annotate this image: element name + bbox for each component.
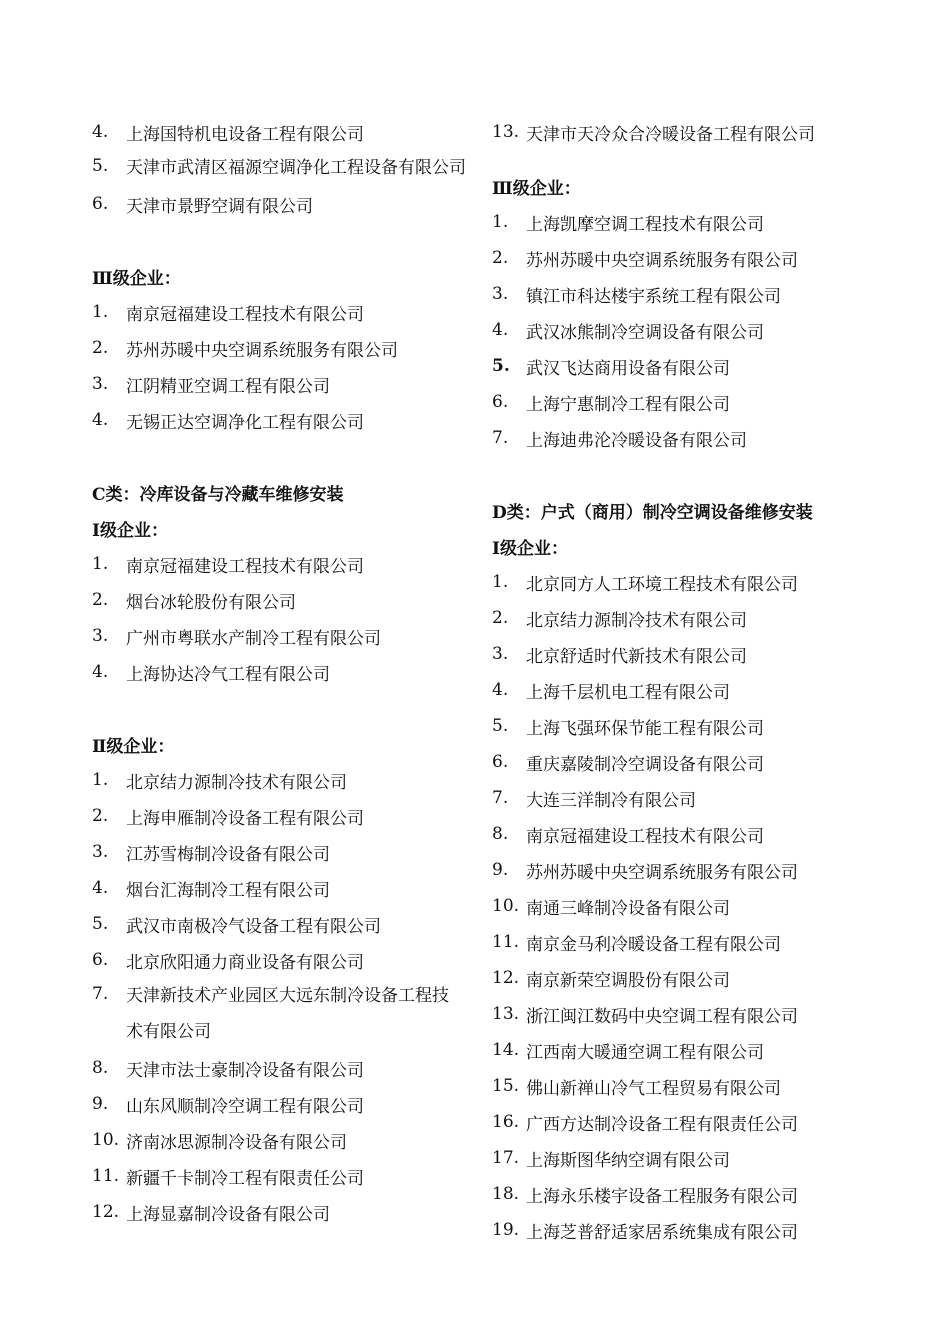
- list-item: [92, 942, 472, 978]
- item-number: 3.: [492, 644, 509, 664]
- item-number: 11.: [92, 1166, 120, 1186]
- list-item: [92, 762, 472, 798]
- item-number: 2.: [492, 608, 509, 628]
- list-item: [492, 1068, 932, 1104]
- company-name: 北京结力源制冷技术有限公司: [126, 772, 347, 793]
- item-number: 11.: [492, 932, 520, 952]
- item-number: 6.: [92, 950, 109, 970]
- list-item: [492, 240, 932, 276]
- company-name: 南京金马利冷暖设备工程有限公司: [526, 934, 781, 955]
- item-number: 9.: [492, 860, 509, 880]
- item-number: 3.: [92, 626, 109, 646]
- list-item: [92, 114, 472, 150]
- level3-list: [492, 204, 932, 456]
- list-item: [492, 672, 932, 708]
- company-name: 上海飞强环保节能工程有限公司: [526, 718, 764, 739]
- company-name: 上海显嘉制冷设备有限公司: [126, 1204, 330, 1225]
- company-name: 苏州苏暖中央空调系统服务有限公司: [126, 340, 398, 361]
- item-number: 1.: [92, 554, 109, 574]
- item-number: 13.: [492, 1004, 520, 1024]
- company-name: 江阴精亚空调工程有限公司: [126, 376, 330, 397]
- level-heading: Ⅰ级企业：: [92, 520, 168, 541]
- company-name: 烟台冰轮股份有限公司: [126, 592, 296, 613]
- section-d-title: D类：户式（商用）制冷空调设备维修安装: [492, 502, 813, 523]
- item-number: 6.: [92, 194, 109, 214]
- list-item: [492, 924, 932, 960]
- company-name: 苏州苏暖中央空调系统服务有限公司: [526, 250, 798, 271]
- item-number: 4.: [492, 680, 509, 700]
- company-name: 天津新技术产业园区大远东制冷设备工程技术有限公司: [126, 986, 449, 1042]
- spacer: [92, 438, 472, 474]
- company-name: 南京冠福建设工程技术有限公司: [526, 826, 764, 847]
- item-number: 5.: [492, 356, 510, 376]
- item-number: 3.: [492, 284, 509, 304]
- list-item: [92, 798, 472, 834]
- item-number: 7.: [492, 788, 509, 808]
- list-item: [492, 384, 932, 420]
- company-name: 江西南大暖通空调工程有限公司: [526, 1042, 764, 1063]
- list-item: [92, 366, 472, 402]
- company-name: 济南冰思源制冷设备有限公司: [126, 1132, 347, 1153]
- list-item: [92, 546, 472, 582]
- company-name: 天津市天冷众合冷暖设备工程有限公司: [526, 124, 815, 145]
- list-item: [492, 636, 932, 672]
- item-number: 15.: [492, 1076, 520, 1096]
- item-number: 7.: [92, 984, 109, 1004]
- company-name: 苏州苏暖中央空调系统服务有限公司: [526, 862, 798, 883]
- list-item: [92, 906, 472, 942]
- item-number: 12.: [492, 968, 520, 988]
- item-number: 2.: [92, 338, 109, 358]
- company-name: 江苏雪梅制冷设备有限公司: [126, 844, 330, 865]
- company-name: 上海迪弗沦冷暖设备有限公司: [526, 430, 747, 451]
- company-name: 北京结力源制冷技术有限公司: [526, 610, 747, 631]
- company-name: 上海芝普舒适家居系统集成有限公司: [526, 1222, 798, 1243]
- item-number: 4.: [92, 410, 109, 430]
- list-item: [92, 1122, 472, 1158]
- company-name: 无锡正达空调净化工程有限公司: [126, 412, 364, 433]
- list-item: [92, 1050, 472, 1086]
- company-name: 上海国特机电设备工程有限公司: [126, 124, 364, 145]
- level3-list: [92, 294, 472, 438]
- list-item: [92, 294, 472, 330]
- list-item: [492, 816, 932, 852]
- company-name: 北京舒适时代新技术有限公司: [526, 646, 747, 667]
- list-item: [92, 582, 472, 618]
- company-name: 天津市景野空调有限公司: [126, 196, 313, 217]
- item-number: 2.: [92, 806, 109, 826]
- list-item: [492, 348, 932, 384]
- company-name: 上海申雁制冷设备工程有限公司: [126, 808, 364, 829]
- company-name: 大连三洋制冷有限公司: [526, 790, 696, 811]
- item-number: 19.: [492, 1220, 520, 1240]
- company-name: 南京冠福建设工程技术有限公司: [126, 556, 364, 577]
- company-name: 上海凯摩空调工程技术有限公司: [526, 214, 764, 235]
- list-item: [92, 870, 472, 906]
- spacer: [492, 150, 932, 168]
- company-name: 天津市武清区福源空调净化工程设备有限公司: [126, 158, 466, 178]
- item-number: 3.: [92, 374, 109, 394]
- item-number: 4.: [92, 122, 109, 142]
- list-item: [92, 978, 472, 1050]
- c-level1-list: [92, 546, 472, 690]
- section-c-title: C类：冷库设备与冷藏车维修安装: [92, 484, 344, 505]
- list-item: [492, 420, 932, 456]
- item-number: 1.: [492, 212, 509, 232]
- list-item: [92, 150, 472, 186]
- list-item: [492, 1176, 932, 1212]
- company-name: 山东风顺制冷空调工程有限公司: [126, 1096, 364, 1117]
- item-number: 2.: [492, 248, 509, 268]
- item-number: 16.: [492, 1112, 520, 1132]
- list-item: [492, 1212, 932, 1248]
- item-number: 14.: [492, 1040, 520, 1060]
- item-number: 5.: [92, 914, 109, 934]
- spacer: [92, 690, 472, 726]
- company-name: 北京同方人工环境工程技术有限公司: [526, 574, 798, 595]
- level-heading: Ⅱ级企业：: [92, 736, 175, 757]
- item-number: 6.: [492, 392, 509, 412]
- list-item: [492, 852, 932, 888]
- list-item: [92, 654, 472, 690]
- item-number: 9.: [92, 1094, 109, 1114]
- spacer: [92, 222, 472, 258]
- company-name: 南京新荣空调股份有限公司: [526, 970, 730, 991]
- list-item: [492, 564, 932, 600]
- item-number: 10.: [92, 1130, 120, 1150]
- item-number: 18.: [492, 1184, 520, 1204]
- company-name: 上海宁惠制冷工程有限公司: [526, 394, 730, 415]
- list-item: [492, 708, 932, 744]
- c-level2-list: [92, 762, 472, 1230]
- company-name: 重庆嘉陵制冷空调设备有限公司: [526, 754, 764, 775]
- list-item: [492, 888, 932, 924]
- list-item: [92, 618, 472, 654]
- list-item: [92, 834, 472, 870]
- item-number: 8.: [492, 824, 509, 844]
- item-number: 5.: [492, 716, 509, 736]
- list-item: [492, 1140, 932, 1176]
- item-number: 4.: [492, 320, 509, 340]
- level-heading: Ⅲ级企业：: [92, 268, 181, 289]
- d-level1-list: [492, 564, 932, 1248]
- company-name: 武汉冰熊制冷空调设备有限公司: [526, 322, 764, 343]
- item-number: 1.: [92, 302, 109, 322]
- list-item: [92, 1158, 472, 1194]
- list-item: [92, 1086, 472, 1122]
- item-number: 17.: [492, 1148, 520, 1168]
- level-heading: Ⅲ级企业：: [492, 178, 581, 199]
- item-number: 1.: [492, 572, 509, 592]
- list-item: [492, 744, 932, 780]
- item-number: 12.: [92, 1202, 120, 1222]
- left-column: [92, 114, 472, 1230]
- left-list-continued: [92, 114, 472, 222]
- company-name: 镇江市科达楼宇系统工程有限公司: [526, 286, 781, 307]
- list-item: [492, 204, 932, 240]
- company-name: 广州市粤联水产制冷工程有限公司: [126, 628, 381, 649]
- item-number: 2.: [92, 590, 109, 610]
- item-number: 5.: [92, 156, 109, 176]
- company-name: 烟台汇海制冷工程有限公司: [126, 880, 330, 901]
- company-name: 新疆千卡制冷工程有限责任公司: [126, 1168, 364, 1189]
- company-name: 南京冠福建设工程技术有限公司: [126, 304, 364, 325]
- list-item: [492, 276, 932, 312]
- list-item: [92, 186, 472, 222]
- item-number: 8.: [92, 1058, 109, 1078]
- list-item: [492, 312, 932, 348]
- item-number: 13.: [492, 122, 520, 142]
- company-name: 上海千层机电工程有限公司: [526, 682, 730, 703]
- list-item: [492, 1032, 932, 1068]
- company-name: 武汉市南极冷气设备工程有限公司: [126, 916, 381, 937]
- item-number: 10.: [492, 896, 520, 916]
- list-item: [492, 996, 932, 1032]
- item-number: 1.: [92, 770, 109, 790]
- item-number: 6.: [492, 752, 509, 772]
- item-number: 4.: [92, 662, 109, 682]
- spacer: [492, 456, 932, 492]
- company-name: 北京欣阳通力商业设备有限公司: [126, 952, 364, 973]
- list-item: [92, 402, 472, 438]
- company-name: 广西方达制冷设备工程有限责任公司: [526, 1114, 798, 1135]
- item-number: 4.: [92, 878, 109, 898]
- company-name: 佛山新禅山冷气工程贸易有限公司: [526, 1078, 781, 1099]
- company-name: 南通三峰制冷设备有限公司: [526, 898, 730, 919]
- company-name: 天津市法士豪制冷设备有限公司: [126, 1060, 364, 1081]
- company-name: 上海永乐楼宇设备工程服务有限公司: [526, 1186, 798, 1207]
- level-heading: Ⅰ级企业：: [492, 538, 568, 559]
- list-item: [492, 960, 932, 996]
- company-name: 武汉飞达商用设备有限公司: [526, 358, 730, 379]
- company-name: 上海协达冷气工程有限公司: [126, 664, 330, 685]
- company-name: 浙江闽江数码中央空调工程有限公司: [526, 1006, 798, 1027]
- list-item: [92, 330, 472, 366]
- list-item: [492, 780, 932, 816]
- list-item: [492, 1104, 932, 1140]
- right-column: [492, 114, 932, 1248]
- company-name: 上海斯图华纳空调有限公司: [526, 1150, 730, 1171]
- list-item: [492, 114, 932, 150]
- right-list-continued: [492, 114, 932, 150]
- item-number: 3.: [92, 842, 109, 862]
- list-item: [492, 600, 932, 636]
- list-item: [92, 1194, 472, 1230]
- item-number: 7.: [492, 428, 509, 448]
